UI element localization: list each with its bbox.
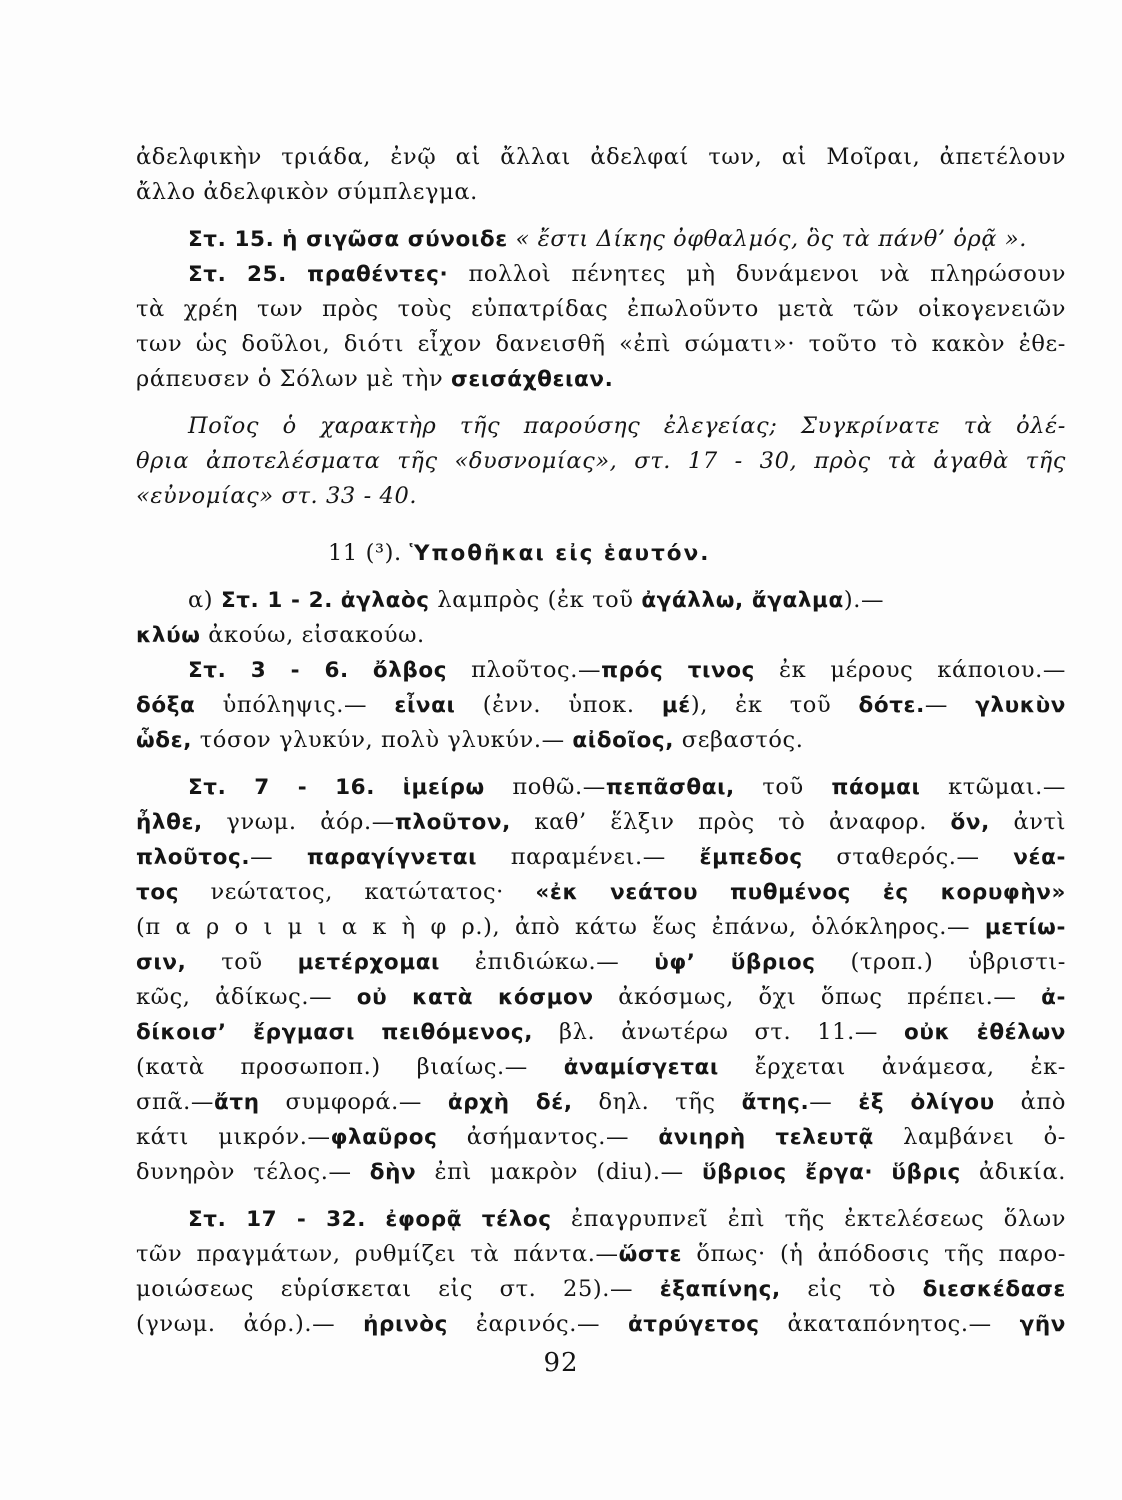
text-line: κῶς, ἀδίκως.— οὐ κατὰ κόσμον ἀκόσμως, ὄχι ὅπως πρέπει.— ἀ-: [136, 984, 1066, 1010]
text-line: (γνωμ. ἀόρ.).— ἠρινὸς ἐαρινός.— ἀτρύγετος ἀκαταπόνητος.— γῆν: [136, 1311, 1066, 1337]
spacer: [136, 210, 1066, 222]
spacer: [136, 397, 1066, 409]
spacer: [136, 758, 1066, 770]
text-line: τὰ χρέη των πρὸς τοὺς εὐπατρίδας ἐπωλοῦντο μετὰ τῶν οἰκογενειῶν: [136, 296, 1066, 322]
question-line: «εὐνομίας» στ. 33 - 40.: [136, 483, 418, 509]
text-line: μοιώσεως εὑρίσκεται εἰς στ. 25).— ἐξαπίνης, εἰς τὸ διεσκέδασε: [136, 1276, 1066, 1302]
text-line: (π α ρ ο ι μ ι α κ ὴ φ ρ.), ἀπὸ κάτω ἕως ἐπάνω, ὁλόκληρος.— μετίω-: [136, 914, 1066, 940]
spacer: [136, 571, 1066, 583]
section-heading: 11 (³). Ὑποθῆκαι εἰς ἑαυτόν.: [328, 540, 711, 566]
spacer: [136, 1190, 1066, 1202]
text-line: Στ. 7 - 16. ἱμείρω ποθῶ.—πεπᾶσθαι, τοῦ πάομαι κτῶμαι.—: [188, 774, 1066, 800]
text-line: κλύω ἀκούω, εἰσακούω.: [136, 622, 425, 648]
question-line: θρια ἀποτελέσματα τῆς «δυσνομίας», στ. 17 - 30, πρὸς τὰ ἀγαθὰ τῆς: [136, 448, 1066, 474]
spacer: [136, 514, 1066, 536]
text-line: δόξα ὑπόληψις.— εἶναι (ἐνν. ὑποκ. μέ), ἐκ τοῦ δότε.— γλυκὺν: [136, 692, 1066, 718]
page-body: [136, 140, 1066, 1342]
page-number: 92: [543, 1348, 579, 1378]
text-line: δίκοισ’ ἔργμασι πειθόμενος, βλ. ἀνωτέρω στ. 11.— οὐκ ἐθέλων: [136, 1019, 1066, 1045]
text-line: των ὡς δοῦλοι, διότι εἶχον δανεισθῆ «ἐπὶ σώματι»· τοῦτο τὸ κακὸν ἐθε-: [136, 331, 1066, 357]
text-line: Στ. 3 - 6. ὄλβος πλοῦτος.—πρός τινος ἐκ μέρους κάποιου.—: [188, 657, 1066, 683]
text-line: σπᾶ.—ἄτη συμφορά.— ἀρχὴ δέ, δηλ. τῆς ἄτης.— ἐξ ὀλίγου ἀπὸ: [136, 1089, 1066, 1115]
text-line: ἦλθε, γνωμ. ἀόρ.—πλοῦτον, καθ’ ἕλξιν πρὸς τὸ ἀναφορ. ὅν, ἀντὶ: [136, 809, 1066, 835]
text-line: ἀδελφικὴν τριάδα, ἐνῷ αἱ ἄλλαι ἀδελφαί των, αἱ Μοῖραι, ἀπετέλουν: [136, 144, 1066, 170]
text-line: κάτι μικρόν.—φλαῦρος ἀσήμαντος.— ἀνιηρὴ τελευτᾷ λαμβάνει ὀ-: [136, 1124, 1066, 1150]
question-line: Ποῖος ὁ χαρακτὴρ τῆς παρούσης ἐλεγείας; Συγκρίνατε τὰ ὀλέ-: [188, 413, 1066, 439]
text-line: πλοῦτος.— παραγίγνεται παραμένει.— ἔμπεδος σταθερός.— νέα-: [136, 844, 1066, 870]
text-line: Στ. 15. ἡ σιγῶσα σύνοιδε « ἔστι Δίκης ὀφθαλμός, ὃς τὰ πάνθ’ ὁρᾷ ».: [188, 226, 1027, 252]
text-line: Στ. 25. πραθέντες· πολλοὶ πένητες μὴ δυνάμενοι νὰ πληρώσουν: [188, 261, 1066, 287]
text-line: (κατὰ προσωποπ.) βιαίως.— ἀναμίσγεται ἔρχεται ἀνάμεσα, ἐκ-: [136, 1054, 1066, 1080]
text-line: σιν, τοῦ μετέρχομαι ἐπιδιώκω.— ὑφ’ ὕβριος (τροπ.) ὑβριστι-: [136, 949, 1066, 975]
text-line: α) Στ. 1 - 2. ἀγλαὸς λαμπρὸς (ἐκ τοῦ ἀγάλλω, ἄγαλμα).—: [188, 587, 885, 613]
text-line: Στ. 17 - 32. ἐφορᾷ τέλος ἐπαγρυπνεῖ ἐπὶ τῆς ἐκτελέσεως ὅλων: [188, 1206, 1066, 1232]
text-line: δυνηρὸν τέλος.— δὴν ἐπὶ μακρὸν (diu).— ὕβριος ἔργα· ὕβρις ἀδικία.: [136, 1159, 1066, 1185]
text-line: τῶν πραγμάτων, ρυθμίζει τὰ πάντα.—ὥστε ὅπως· (ἡ ἀπόδοσις τῆς παρο-: [136, 1241, 1066, 1267]
text-line: ὧδε, τόσον γλυκύν, πολὺ γλυκύν.— αἰδοῖος, σεβαστός.: [136, 727, 804, 753]
text-line: ράπευσεν ὁ Σόλων μὲ τὴν σεισάχθειαν.: [136, 366, 614, 392]
text-line: τος νεώτατος, κατώτατος· «ἐκ νεάτου πυθμένος ἐς κορυφὴν»: [136, 879, 1066, 905]
text-line: ἄλλο ἀδελφικὸν σύμπλεγμα.: [136, 179, 478, 205]
